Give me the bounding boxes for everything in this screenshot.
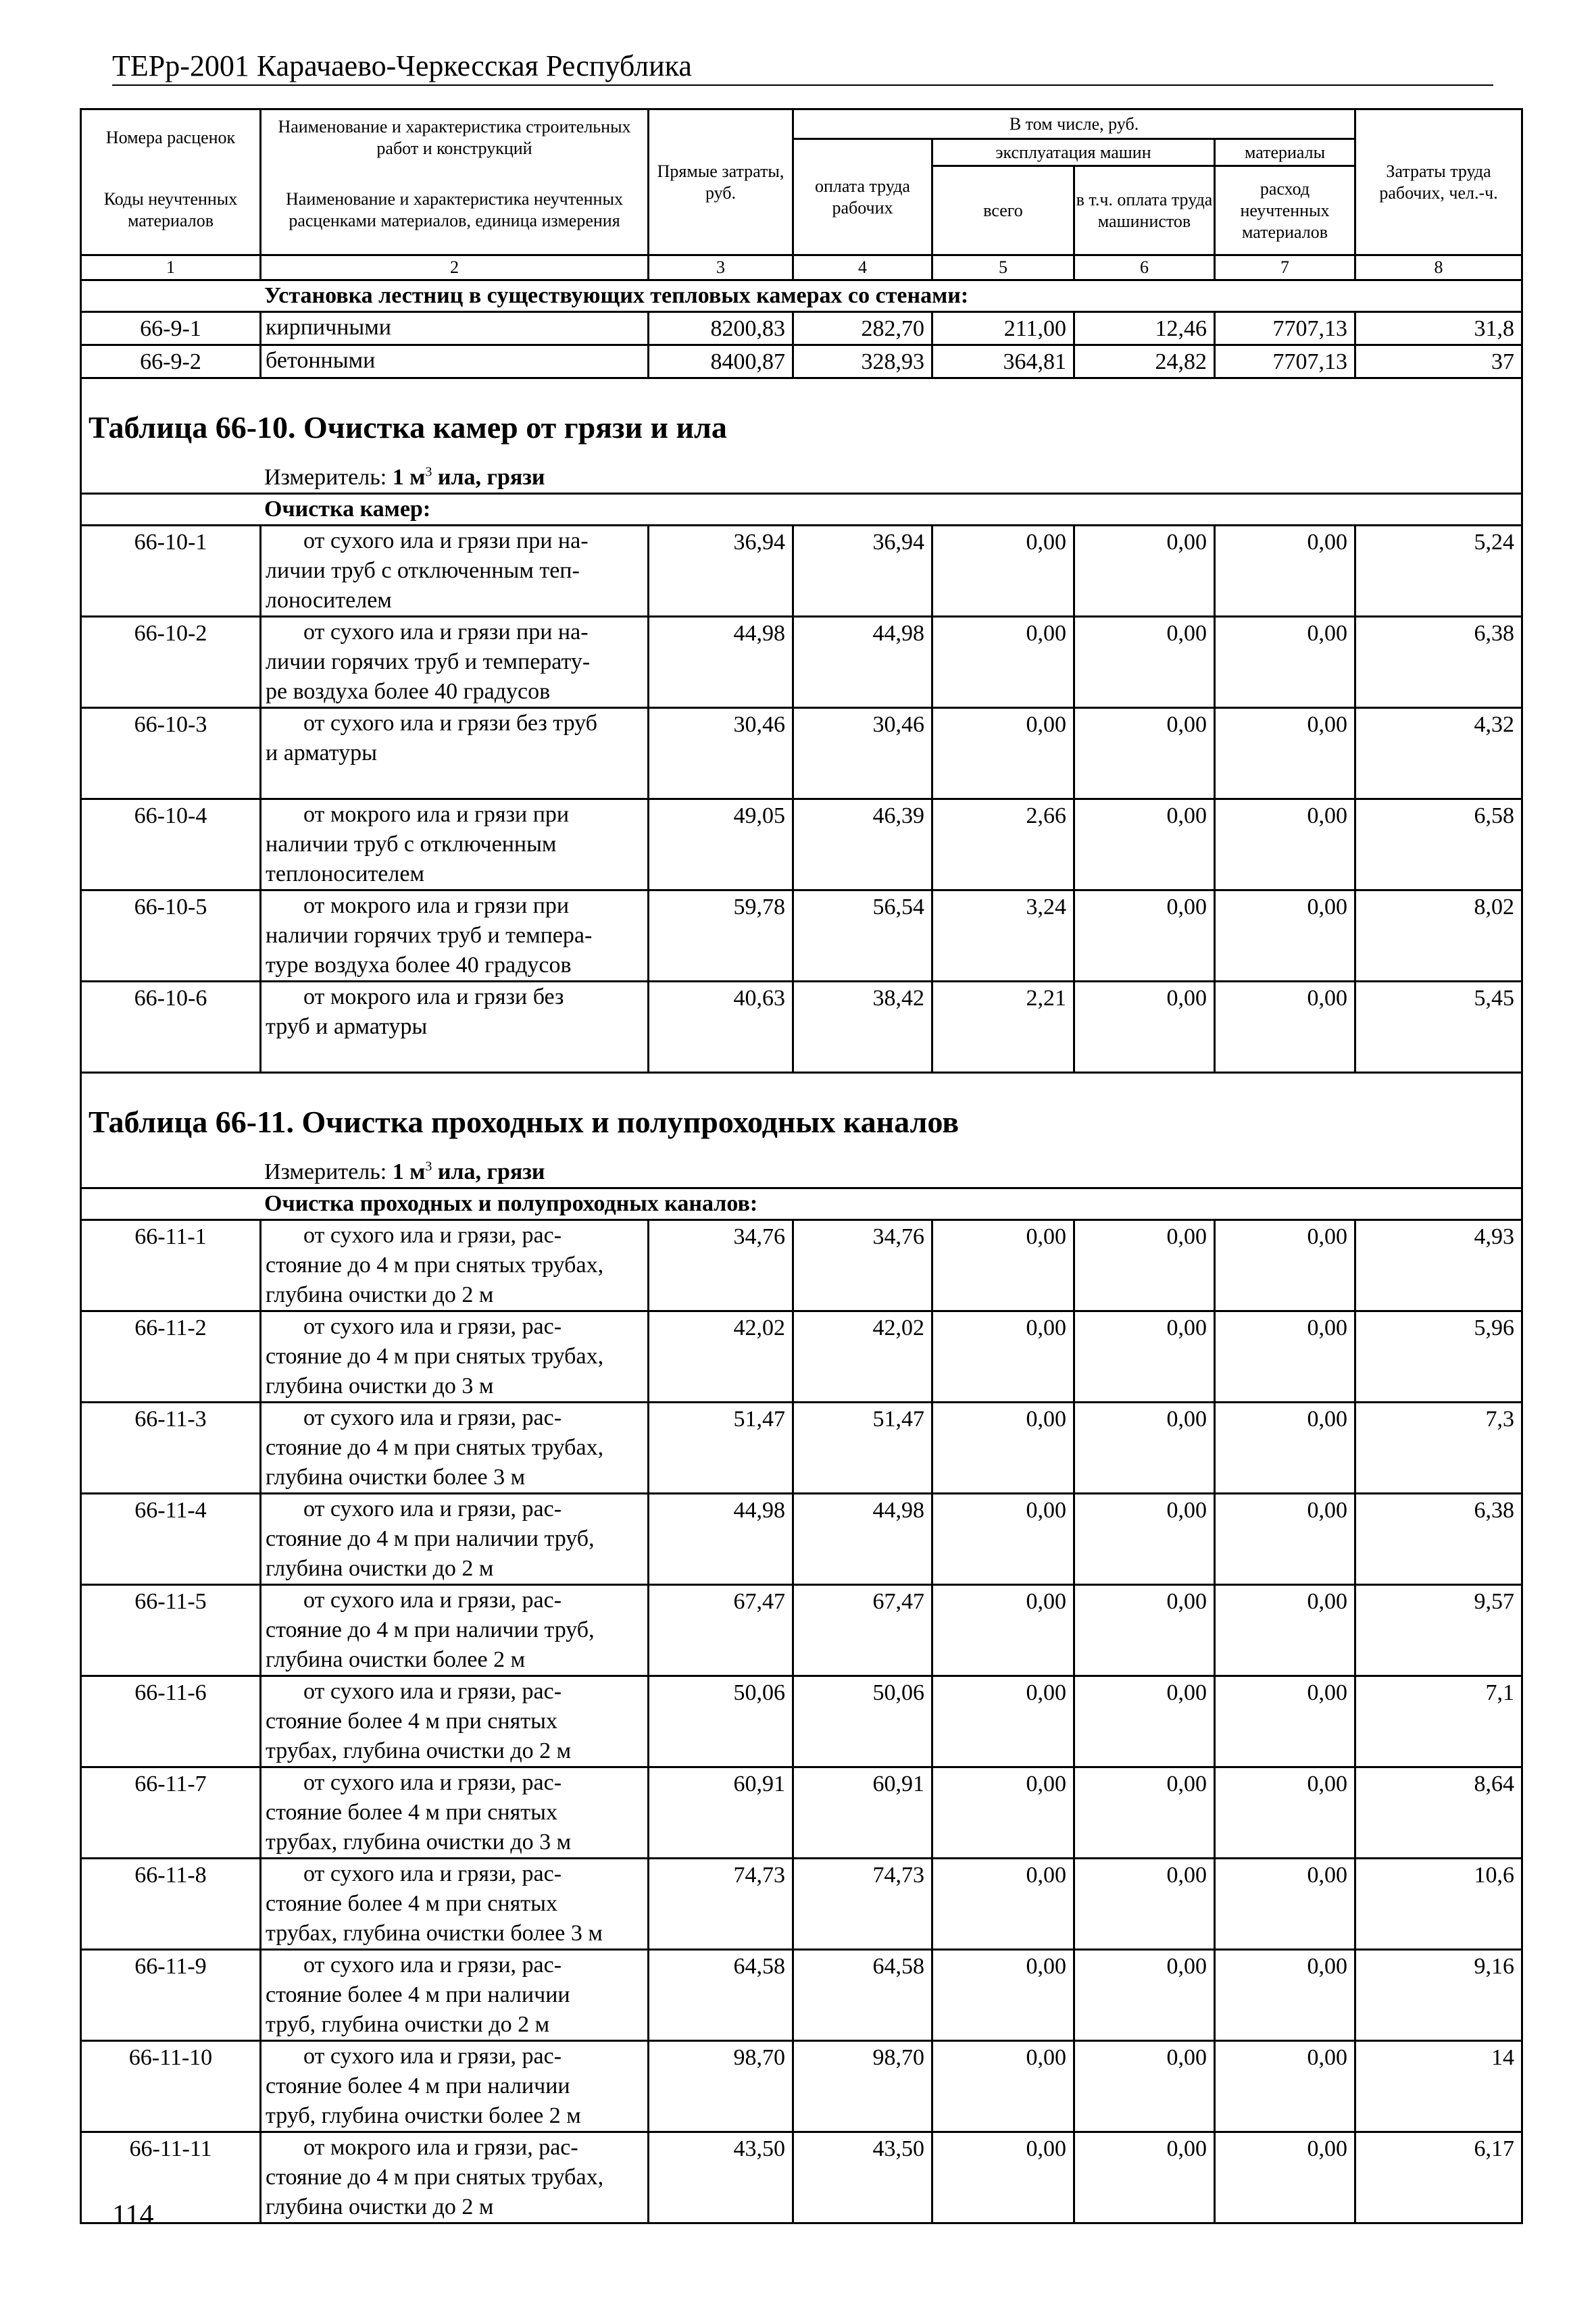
value-c6: 12,46 — [1074, 312, 1215, 345]
section-heading: Очистка камер: — [81, 494, 1522, 526]
materials-header: материалы — [1215, 139, 1355, 166]
value-c8: 5,24 — [1355, 526, 1522, 617]
table-row — [81, 799, 1522, 890]
group-header: В том числе, руб. — [793, 109, 1355, 139]
value-c8: 8,64 — [1355, 1767, 1522, 1859]
work-name — [261, 2041, 649, 2132]
value-c4: 60,91 — [793, 1767, 932, 1859]
col-number: 6 — [1074, 255, 1215, 280]
work-name-line: наличии труб с отключенным — [266, 832, 557, 857]
measure-exponent: 3 — [425, 1159, 432, 1174]
work-name: бетонными — [261, 345, 649, 378]
table-row — [81, 526, 1522, 617]
work-name-line: от сухого ила и грязи при на- — [303, 620, 589, 645]
rate-code: 66-11-11 — [81, 2132, 261, 2223]
measure-exponent: 3 — [425, 464, 432, 480]
value-c8: 14 — [1355, 2041, 1522, 2132]
rate-code: 66-10-2 — [81, 617, 261, 708]
work-name-line: от сухого ила и грязи, рас- — [303, 1314, 562, 1339]
work-name-line: туре воздуха более 40 градусов — [266, 953, 572, 978]
value-c5: 0,00 — [932, 1494, 1074, 1585]
table-row — [81, 1767, 1522, 1859]
work-name — [261, 1676, 649, 1767]
col1-top-header: Номера расценок — [81, 109, 261, 166]
value-c4: 98,70 — [793, 2041, 932, 2132]
work-name-line: стояние более 4 м при снятых — [266, 1800, 558, 1825]
value-c4: 43,50 — [793, 2132, 932, 2223]
value-c4: 30,46 — [793, 708, 932, 799]
value-c5: 3,24 — [932, 890, 1074, 982]
work-name-line: от сухого ила и грязи, рас- — [303, 1953, 562, 1978]
col6-header: в т.ч. оплата труда машинистов — [1074, 166, 1215, 255]
document-title: ТЕРр-2001 Карачаево-Черкесская Республика — [112, 49, 692, 82]
section-heading-row — [81, 1188, 1522, 1220]
work-name-line: ре воздуха более 40 градусов — [266, 679, 551, 704]
col4-header: оплата труда рабочих — [793, 139, 932, 255]
col2-top-header: Наименование и характеристика строительных работ и конструкций — [261, 109, 649, 166]
value-c4: 67,47 — [793, 1585, 932, 1676]
value-c4: 34,76 — [793, 1220, 932, 1311]
value-c6: 0,00 — [1074, 890, 1215, 982]
value-c8: 7,1 — [1355, 1676, 1522, 1767]
section-heading: Очистка проходных и полупроходных каналов: — [81, 1188, 1522, 1220]
work-name — [261, 1403, 649, 1494]
work-name-line: стояние более 4 м при снятых — [266, 1891, 558, 1916]
value-c6: 0,00 — [1074, 526, 1215, 617]
col8-header: Затраты труда рабочих, чел.-ч. — [1355, 109, 1522, 255]
value-c8: 6,58 — [1355, 799, 1522, 890]
measure-tail: ила, грязи — [432, 465, 545, 490]
measure-label: Измеритель: — [264, 1159, 393, 1184]
work-name-line: трубах, глубина очистки до 2 м — [266, 1738, 572, 1763]
value-c3: 43,50 — [649, 2132, 793, 2223]
table-row — [81, 312, 1522, 345]
value-c5: 0,00 — [932, 1403, 1074, 1494]
work-name-line: от мокрого ила и грязи без — [303, 984, 564, 1009]
value-c3: 49,05 — [649, 799, 793, 890]
work-name-line — [266, 1042, 645, 1072]
value-c3: 59,78 — [649, 890, 793, 982]
col-number: 5 — [932, 255, 1074, 280]
work-name-line: от сухого ила и грязи, рас- — [303, 1679, 562, 1704]
work-name-line: стояние до 4 м при снятых трубах, — [266, 2165, 604, 2190]
col5-header: всего — [932, 166, 1074, 255]
work-name-line: лоносителем — [266, 588, 392, 613]
rate-code: 66-11-7 — [81, 1767, 261, 1859]
work-name — [261, 799, 649, 890]
value-c6: 0,00 — [1074, 1220, 1215, 1311]
col-number: 8 — [1355, 255, 1522, 280]
table-row — [81, 2041, 1522, 2132]
col-number: 7 — [1215, 255, 1355, 280]
rate-code: 66-11-10 — [81, 2041, 261, 2132]
value-c7: 0,00 — [1215, 890, 1355, 982]
value-c7: 0,00 — [1215, 1767, 1355, 1859]
work-name-line: от сухого ила и грязи, рас- — [303, 1496, 562, 1521]
value-c8: 5,45 — [1355, 982, 1522, 1073]
table-header — [81, 109, 1522, 280]
value-c6: 0,00 — [1074, 2041, 1215, 2132]
rate-code: 66-11-1 — [81, 1220, 261, 1311]
value-c8: 37 — [1355, 345, 1522, 378]
value-c6: 0,00 — [1074, 1767, 1215, 1859]
work-name-line: от сухого ила и грязи при на- — [303, 528, 589, 553]
work-name-line: стояние более 4 м при снятых — [266, 1709, 558, 1734]
value-c6: 0,00 — [1074, 1403, 1215, 1494]
work-name — [261, 2132, 649, 2223]
work-name-line: от сухого ила и грязи без труб — [303, 711, 597, 736]
rate-code: 66-9-2 — [81, 345, 261, 378]
value-c6: 0,00 — [1074, 1676, 1215, 1767]
value-c6: 0,00 — [1074, 708, 1215, 799]
value-c4: 64,58 — [793, 1950, 932, 2041]
value-c4: 51,47 — [793, 1403, 932, 1494]
col7-header: расход неучтенных материалов — [1215, 166, 1355, 255]
value-c4: 36,94 — [793, 526, 932, 617]
col-number: 3 — [649, 255, 793, 280]
rate-code: 66-10-4 — [81, 799, 261, 890]
machines-header: эксплуатация машин — [932, 139, 1215, 166]
table-row — [81, 1676, 1522, 1767]
table-title: Таблица 66-11. Очистка проходных и полупроходных каналов — [81, 1073, 1522, 1155]
measure-unit — [81, 1155, 1522, 1188]
work-name — [261, 1585, 649, 1676]
value-c7: 0,00 — [1215, 1494, 1355, 1585]
value-c3: 74,73 — [649, 1859, 793, 1950]
work-name-line: наличии горячих труб и темпера- — [266, 923, 593, 948]
value-c5: 364,81 — [932, 345, 1074, 378]
work-name-line: труб, глубина очистки более 2 м — [266, 2103, 581, 2128]
value-c3: 8200,83 — [649, 312, 793, 345]
value-c7: 0,00 — [1215, 1950, 1355, 2041]
work-name-line: теплоносителем — [266, 861, 424, 886]
value-c3: 34,76 — [649, 1220, 793, 1311]
work-name-line: стояние более 4 м при наличии — [266, 1982, 570, 2007]
value-c8: 9,57 — [1355, 1585, 1522, 1676]
value-c6: 0,00 — [1074, 1950, 1215, 2041]
rate-code: 66-11-9 — [81, 1950, 261, 2041]
work-name — [261, 1767, 649, 1859]
table-row — [81, 617, 1522, 708]
value-c3: 50,06 — [649, 1676, 793, 1767]
work-name-line: глубина очистки более 2 м — [266, 1647, 526, 1672]
value-c5: 0,00 — [932, 617, 1074, 708]
work-name-line: труб, глубина очистки до 2 м — [266, 2012, 550, 2037]
value-c4: 74,73 — [793, 1859, 932, 1950]
value-c6: 0,00 — [1074, 1494, 1215, 1585]
work-name-line: от сухого ила и грязи, рас- — [303, 1770, 562, 1795]
work-name-line: стояние более 4 м при наличии — [266, 2073, 570, 2098]
value-c3: 44,98 — [649, 617, 793, 708]
table-body — [81, 280, 1522, 2223]
work-name-line: глубина очистки до 3 м — [266, 1374, 494, 1399]
work-name-line: и арматуры — [266, 740, 378, 765]
value-c8: 6,38 — [1355, 617, 1522, 708]
value-c3: 8400,87 — [649, 345, 793, 378]
table-title: Таблица 66-10. Очистка камер от грязи и ила — [81, 378, 1522, 461]
value-c8: 6,17 — [1355, 2132, 1522, 2223]
value-c8: 9,16 — [1355, 1950, 1522, 2041]
rate-code: 66-9-1 — [81, 312, 261, 345]
rate-code: 66-11-5 — [81, 1585, 261, 1676]
work-name-line: от мокрого ила и грязи при — [303, 893, 570, 918]
table-row — [81, 982, 1522, 1073]
value-c4: 56,54 — [793, 890, 932, 982]
value-c8: 7,3 — [1355, 1403, 1522, 1494]
value-c5: 0,00 — [932, 708, 1074, 799]
work-name — [261, 1494, 649, 1585]
value-c5: 0,00 — [932, 526, 1074, 617]
value-c8: 10,6 — [1355, 1859, 1522, 1950]
col2-bottom-header: Наименование и характеристика неучтенных расценками материалов, единица измерения — [261, 166, 649, 255]
work-name — [261, 708, 649, 799]
rate-code: 66-11-4 — [81, 1494, 261, 1585]
value-c7: 7707,13 — [1215, 345, 1355, 378]
value-c5: 0,00 — [932, 1220, 1074, 1311]
value-c3: 36,94 — [649, 526, 793, 617]
work-name — [261, 1220, 649, 1311]
value-c7: 0,00 — [1215, 2041, 1355, 2132]
work-name-line: от сухого ила и грязи, рас- — [303, 1223, 562, 1248]
measure-label: Измеритель: — [264, 465, 393, 490]
work-name-line: от сухого ила и грязи, рас- — [303, 1588, 562, 1613]
work-name-line: трубах, глубина очистки до 3 м — [266, 1830, 572, 1855]
value-c3: 60,91 — [649, 1767, 793, 1859]
value-c5: 0,00 — [932, 1311, 1074, 1403]
value-c4: 328,93 — [793, 345, 932, 378]
work-name-line — [266, 768, 645, 798]
col-number: 1 — [81, 255, 261, 280]
work-name-line: от сухого ила и грязи, рас- — [303, 2044, 562, 2069]
measure-row — [81, 1155, 1522, 1188]
work-name — [261, 1311, 649, 1403]
value-c6: 0,00 — [1074, 982, 1215, 1073]
col1-bottom-header: Коды неучтенных материалов — [81, 166, 261, 255]
work-name — [261, 617, 649, 708]
section-heading-row — [81, 494, 1522, 526]
value-c4: 42,02 — [793, 1311, 932, 1403]
value-c6: 0,00 — [1074, 1585, 1215, 1676]
work-name — [261, 1859, 649, 1950]
value-c7: 0,00 — [1215, 617, 1355, 708]
value-c4: 38,42 — [793, 982, 932, 1073]
table-row — [81, 2132, 1522, 2223]
work-name-line: трубах, глубина очистки более 3 м — [266, 1921, 603, 1946]
work-name-line: стояние до 4 м при снятых трубах, — [266, 1253, 604, 1278]
value-c7: 0,00 — [1215, 799, 1355, 890]
value-c5: 2,66 — [932, 799, 1074, 890]
rate-code: 66-11-6 — [81, 1676, 261, 1767]
work-name: кирпичными — [261, 312, 649, 345]
value-c5: 2,21 — [932, 982, 1074, 1073]
column-number-row — [81, 255, 1522, 280]
value-c8: 8,02 — [1355, 890, 1522, 982]
value-c3: 30,46 — [649, 708, 793, 799]
value-c3: 42,02 — [649, 1311, 793, 1403]
value-c7: 0,00 — [1215, 1311, 1355, 1403]
table-title-row — [81, 378, 1522, 461]
table-row — [81, 1311, 1522, 1403]
value-c8: 4,32 — [1355, 708, 1522, 799]
rate-code: 66-11-2 — [81, 1311, 261, 1403]
value-c4: 46,39 — [793, 799, 932, 890]
measure-row — [81, 460, 1522, 494]
measure-value: 1 м — [392, 1159, 426, 1184]
rate-code: 66-10-1 — [81, 526, 261, 617]
col-number: 4 — [793, 255, 932, 280]
section-heading: Установка лестниц в существующих тепловых камерах со стенами: — [81, 280, 1522, 312]
work-name-line: глубина очистки до 2 м — [266, 1556, 494, 1581]
value-c5: 0,00 — [932, 1950, 1074, 2041]
rate-code: 66-11-3 — [81, 1403, 261, 1494]
value-c4: 44,98 — [793, 617, 932, 708]
col3-header: Прямые затраты, руб. — [649, 109, 793, 255]
value-c5: 0,00 — [932, 1767, 1074, 1859]
value-c3: 64,58 — [649, 1950, 793, 2041]
rate-code: 66-11-8 — [81, 1859, 261, 1950]
measure-tail: ила, грязи — [432, 1159, 545, 1184]
work-name-line: стояние до 4 м при наличии труб, — [266, 1617, 595, 1642]
value-c7: 0,00 — [1215, 1220, 1355, 1311]
table-row — [81, 1950, 1522, 2041]
table-row — [81, 1220, 1522, 1311]
value-c7: 0,00 — [1215, 526, 1355, 617]
value-c5: 0,00 — [932, 1676, 1074, 1767]
work-name-line: глубина очистки до 2 м — [266, 2194, 494, 2219]
value-c3: 44,98 — [649, 1494, 793, 1585]
table-row — [81, 890, 1522, 982]
value-c3: 40,63 — [649, 982, 793, 1073]
work-name-line: от сухого ила и грязи, рас- — [303, 1861, 562, 1886]
value-c7: 0,00 — [1215, 2132, 1355, 2223]
title-rule — [112, 84, 1493, 86]
work-name-line: от мокрого ила и грязи, рас- — [303, 2135, 578, 2160]
table-row — [81, 1859, 1522, 1950]
value-c3: 67,47 — [649, 1585, 793, 1676]
value-c5: 0,00 — [932, 1585, 1074, 1676]
value-c7: 0,00 — [1215, 982, 1355, 1073]
value-c7: 0,00 — [1215, 1403, 1355, 1494]
work-name-line: глубина очистки более 3 м — [266, 1465, 526, 1490]
price-table — [80, 108, 1523, 2224]
value-c6: 0,00 — [1074, 1859, 1215, 1950]
value-c7: 0,00 — [1215, 708, 1355, 799]
value-c7: 7707,13 — [1215, 312, 1355, 345]
work-name-line: от сухого ила и грязи, рас- — [303, 1405, 562, 1430]
value-c3: 51,47 — [649, 1403, 793, 1494]
table-row — [81, 1585, 1522, 1676]
work-name — [261, 526, 649, 617]
table-row — [81, 708, 1522, 799]
measure-unit — [81, 460, 1522, 494]
work-name-line: от мокрого ила и грязи при — [303, 802, 570, 827]
value-c5: 0,00 — [932, 1859, 1074, 1950]
price-table-frame — [80, 108, 1521, 2219]
value-c6: 0,00 — [1074, 617, 1215, 708]
value-c8: 4,93 — [1355, 1220, 1522, 1311]
work-name-line: личии труб с отключенным теп- — [266, 558, 580, 583]
value-c8: 31,8 — [1355, 312, 1522, 345]
work-name-line: стояние до 4 м при наличии труб, — [266, 1526, 595, 1551]
work-name-line: глубина очистки до 2 м — [266, 1282, 494, 1307]
work-name-line: труб и арматуры — [266, 1014, 428, 1039]
section-heading-row — [81, 280, 1522, 312]
value-c4: 44,98 — [793, 1494, 932, 1585]
value-c4: 282,70 — [793, 312, 932, 345]
measure-value: 1 м — [392, 465, 426, 490]
rate-code: 66-10-5 — [81, 890, 261, 982]
value-c6: 0,00 — [1074, 799, 1215, 890]
value-c5: 211,00 — [932, 312, 1074, 345]
table-row — [81, 1403, 1522, 1494]
work-name — [261, 890, 649, 982]
col-number: 2 — [261, 255, 649, 280]
value-c6: 0,00 — [1074, 1311, 1215, 1403]
value-c3: 98,70 — [649, 2041, 793, 2132]
page-number: 114 — [112, 2200, 154, 2231]
value-c6: 24,82 — [1074, 345, 1215, 378]
rate-code: 66-10-3 — [81, 708, 261, 799]
value-c8: 6,38 — [1355, 1494, 1522, 1585]
value-c7: 0,00 — [1215, 1859, 1355, 1950]
work-name-line: стояние до 4 м при снятых трубах, — [266, 1344, 604, 1369]
value-c7: 0,00 — [1215, 1585, 1355, 1676]
value-c8: 5,96 — [1355, 1311, 1522, 1403]
value-c6: 0,00 — [1074, 2132, 1215, 2223]
work-name — [261, 982, 649, 1073]
rate-code: 66-10-6 — [81, 982, 261, 1073]
value-c5: 0,00 — [932, 2041, 1074, 2132]
work-name-line: личии горячих труб и температу- — [266, 649, 591, 674]
value-c5: 0,00 — [932, 2132, 1074, 2223]
table-row — [81, 1494, 1522, 1585]
table-title-row — [81, 1073, 1522, 1155]
work-name-line: стояние до 4 м при снятых трубах, — [266, 1435, 604, 1460]
table-row — [81, 345, 1522, 378]
value-c4: 50,06 — [793, 1676, 932, 1767]
work-name — [261, 1950, 649, 2041]
value-c7: 0,00 — [1215, 1676, 1355, 1767]
